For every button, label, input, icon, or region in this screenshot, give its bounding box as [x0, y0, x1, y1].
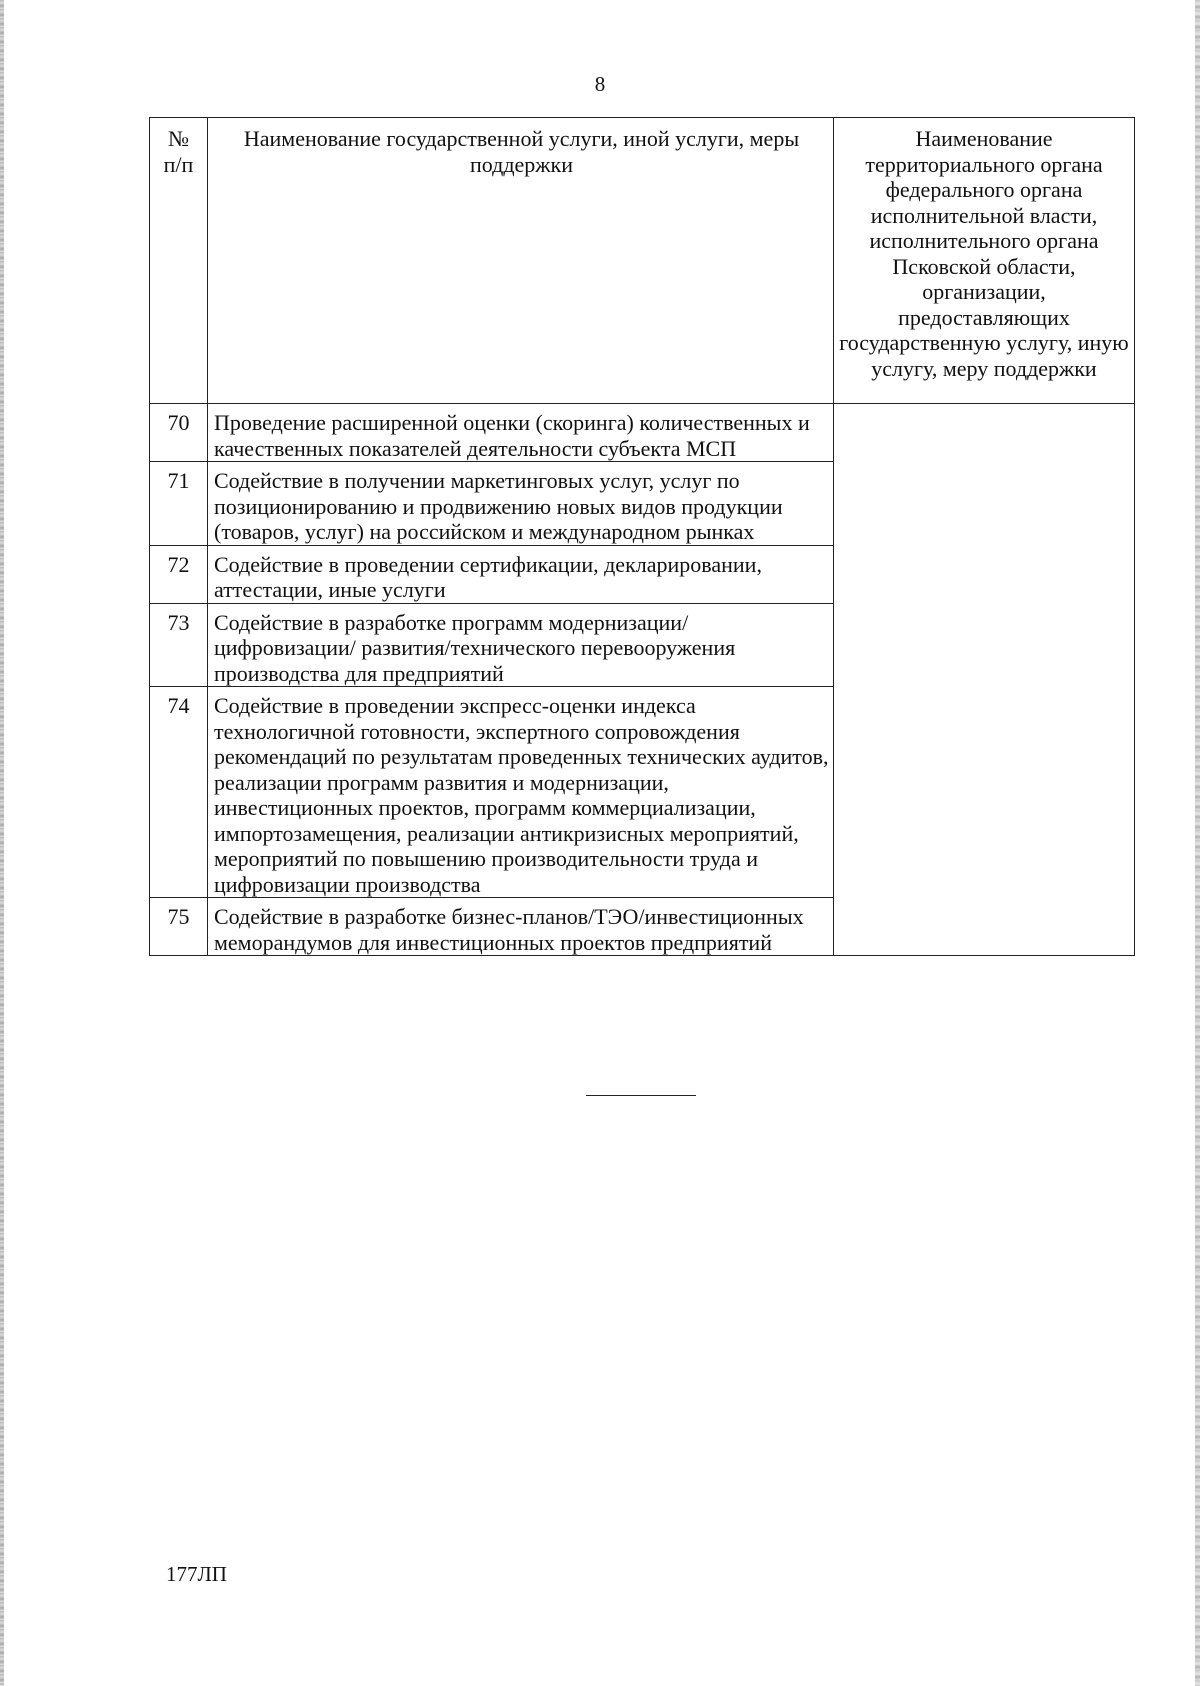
table-header-row [150, 118, 1135, 404]
row-service-name: Содействие в получении маркетинговых услуг, услуг по позиционированию и продвижению новых видов продукции (товаров, услуг) на российском и международном рынках [208, 462, 834, 546]
row-number: 75 [150, 898, 208, 956]
row-number: 72 [150, 545, 208, 603]
row-number: 71 [150, 462, 208, 546]
header-number-symbol: № [168, 126, 189, 151]
page-number: 8 [594, 72, 606, 96]
header-number-abbr: п/п [163, 151, 194, 177]
scan-edge-left [0, 0, 4, 1686]
row-service-name: Проведение расширенной оценки (скоринга) количественных и качественных показателей деятельности субъекта МСП [208, 404, 834, 462]
header-number [150, 118, 208, 404]
document-code: 177ЛП [166, 1562, 227, 1586]
row-service-name: Содействие в проведении сертификации, декларировании, аттестации, иные услуги [208, 545, 834, 603]
row-number: 70 [150, 404, 208, 462]
services-table [149, 117, 1135, 956]
end-rule [586, 1095, 696, 1096]
table-row [150, 404, 1135, 462]
row-service-name: Содействие в проведении экспресс-оценки индекса технологичной готовности, экспертного сопровождения рекомендаций по результатам проведенных технических аудитов, реализации программ развития и модернизации, инвестиционных проектов, программ коммерциализации, импортозамещения, реализации антикризисных мероприятий, мероприятий по повышению производительности труда и цифровизации производства [208, 687, 834, 898]
row-organization-merged [834, 404, 1135, 956]
row-number: 73 [150, 603, 208, 687]
row-number: 74 [150, 687, 208, 898]
row-service-name: Содействие в разработке программ модернизации/цифровизации/ развития/технического перевооружения производства для предприятий [208, 603, 834, 687]
row-service-name: Содействие в разработке бизнес-планов/ТЭО/инвестиционных меморандумов для инвестиционных проектов предприятий [208, 898, 834, 956]
header-service-name: Наименование государственной услуги, иной услуги, меры поддержки [208, 118, 834, 404]
scan-edge-right [1195, 0, 1200, 1686]
header-organization: Наименование территориального органа федерального органа исполнительной власти, исполнительного органа Псковской области, организации, предоставляющих государственную услугу, иную услугу, меру поддержки [834, 118, 1135, 404]
